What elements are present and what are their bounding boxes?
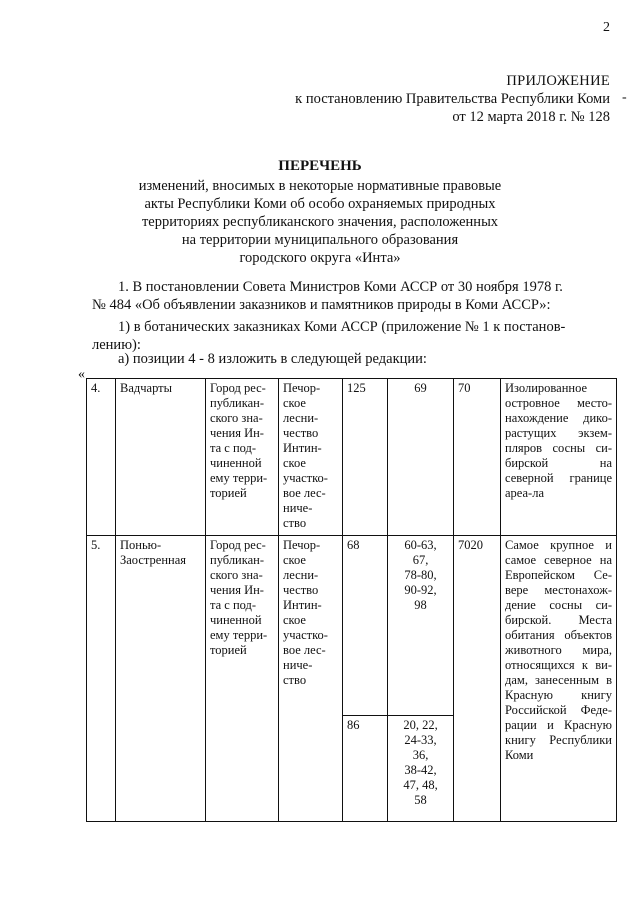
kvartal: 125 bbox=[343, 379, 388, 536]
page-number: 2 bbox=[603, 20, 610, 35]
opening-quote: « bbox=[78, 367, 85, 382]
margin-mark: - bbox=[622, 90, 627, 105]
reserve-name: Вадчарты bbox=[116, 379, 206, 536]
forestry: Печор- ское лесни- чество Интин- ское участко- вое лес- ниче- ство bbox=[283, 538, 328, 687]
heading-line-2: акты Республики Коми об особо охраняемых природных bbox=[144, 196, 496, 212]
row-number: 5. bbox=[87, 536, 116, 822]
area: 7020 bbox=[454, 536, 501, 822]
area: 70 bbox=[454, 379, 501, 536]
row-number: 4. bbox=[87, 379, 116, 536]
appendix-line-1: к постановлению Правительства Республики Коми bbox=[295, 91, 610, 107]
description: Изолированное островное место-нахождение дико-растущих экзем-пляров сосны си-бирской на северной границе ареа-ла bbox=[501, 379, 617, 536]
vydel: 20, 22, 24-33, 36, 38-42, 47, 48, 58 bbox=[403, 718, 438, 807]
appendix-title: ПРИЛОЖЕНИЕ bbox=[506, 73, 610, 89]
reserve-name: Понью- Заостренная bbox=[120, 538, 187, 567]
description: Самое крупное и самое северное на Европейском Се-вере местонахож-дение сосны си-бирской. Места обитания объектов животного мира, относящихся к ви-дам, занесенным в Красную книгу Российской Феде-рации и Красную книгу Республики Коми bbox=[501, 536, 617, 822]
vydel: 60-63, 67, 78-80, 90-92, 98 bbox=[404, 538, 437, 612]
heading-block bbox=[0, 158, 640, 267]
appendix-block bbox=[295, 72, 610, 126]
paragraph-2-line-1: 1) в ботанических заказниках Коми АССР (приложение № 1 к постанов- bbox=[118, 319, 566, 335]
paragraph-1-line-2: № 484 «Об объявлении заказников и памятников природы в Коми АССР»: bbox=[92, 297, 551, 313]
municipal-status: Город рес- публикан- ского зна- чения Ин- та с под- чиненной ему терри- торией bbox=[210, 538, 268, 657]
paragraph-2-line-2: лению): bbox=[92, 337, 141, 353]
kvartal: 86 bbox=[343, 716, 388, 822]
heading-line-5: городского округа «Инта» bbox=[239, 250, 401, 266]
heading-line-1: изменений, вносимых в некоторые нормативные правовые bbox=[138, 178, 502, 194]
forestry: Печор- ское лесни- чество Интин- ское участко- вое лес- ниче- ство bbox=[283, 381, 328, 530]
municipal-status: Город рес- публикан- ского зна- чения Ин- та с под- чиненной ему терри- торией bbox=[210, 381, 268, 500]
kvartal: 68 bbox=[343, 536, 388, 716]
positions-table bbox=[86, 378, 617, 822]
heading-line-4: на территории муниципального образования bbox=[181, 232, 459, 248]
heading-line-3: территориях республиканского значения, расположенных bbox=[141, 214, 499, 230]
paragraph-1-line-1: 1. В постановлении Совета Министров Коми АССР от 30 ноября 1978 г. bbox=[118, 279, 563, 295]
table-row bbox=[87, 379, 617, 536]
appendix-line-2: от 12 марта 2018 г. № 128 bbox=[452, 109, 610, 125]
heading-title: ПЕРЕЧЕНЬ bbox=[278, 158, 362, 174]
vydel: 69 bbox=[388, 379, 454, 536]
paragraph-3: а) позиции 4 - 8 изложить в следующей редакции: bbox=[118, 351, 427, 367]
table-row bbox=[87, 536, 617, 716]
